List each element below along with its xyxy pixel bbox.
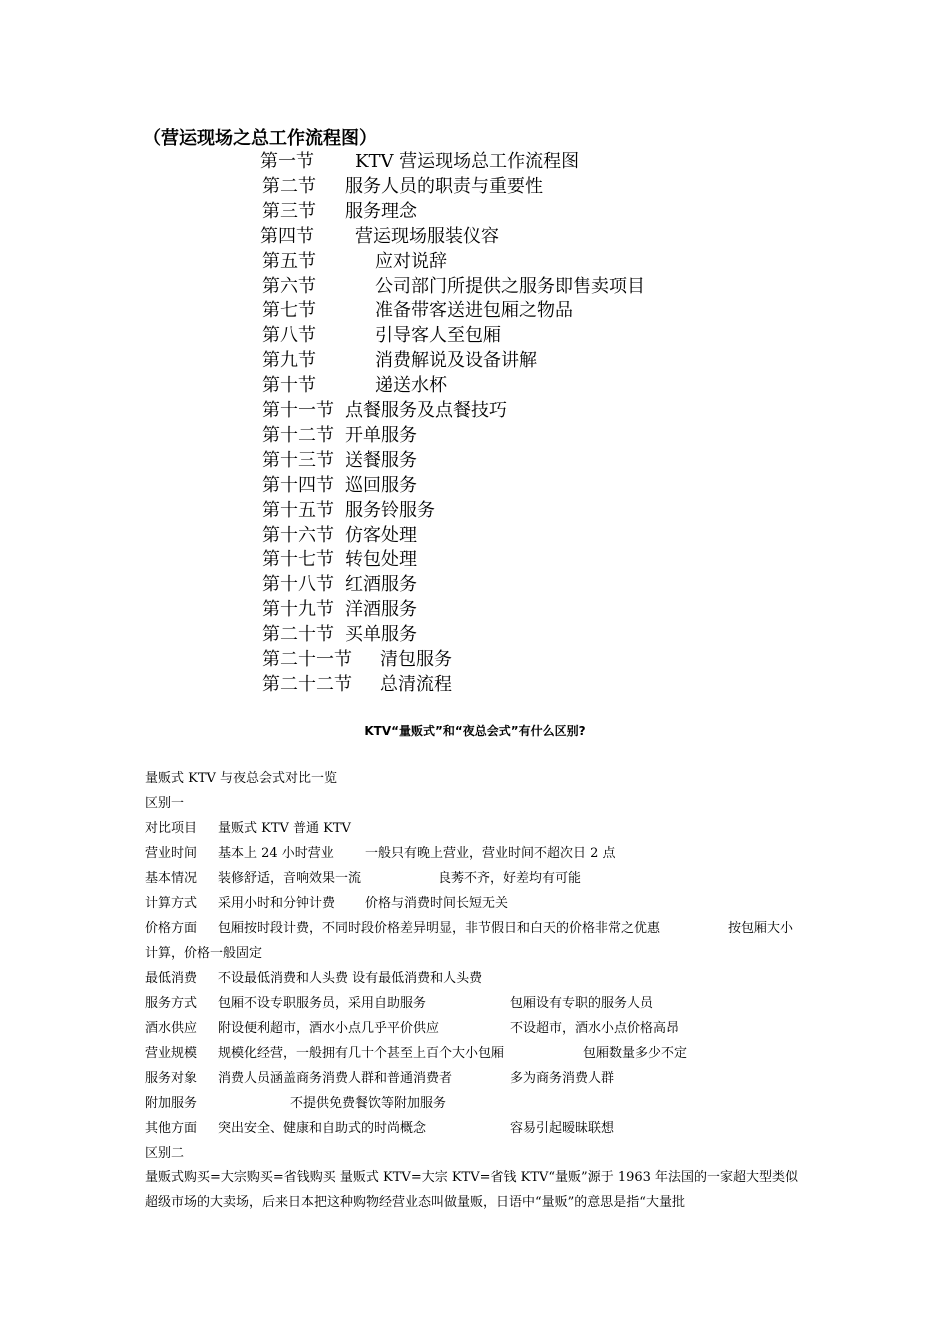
comparison-value-b: 良莠不齐，好差均有可能 [438,871,582,886]
comparison-item: 其他方面 [145,1121,198,1136]
toc-item-number: 第十三节 [262,449,334,471]
toc-item-title: 营运现场服装仪容 [355,225,499,247]
comparison-item: 附加服务 [145,1096,198,1111]
toc-item-title: 转包处理 [345,549,417,571]
comparison-item: 基本情况 [145,871,198,886]
toc-item-number: 第三节 [262,200,316,222]
comparison-item: 对比项目 [145,821,198,836]
comparison-item: 最低消费 [145,971,198,986]
toc-item-title: 点餐服务及点餐技巧 [345,400,507,421]
comparison-item: 营业时间 [145,846,198,861]
toc-item-title: 准备带客送进包厢之物品 [375,300,573,322]
toc-item-number: 第十二节 [262,424,334,446]
toc-item-number: 第十九节 [262,599,334,621]
comparison-value-a: 包厢按时段计费，不同时段价格差异明显，非节假日和白天的价格非常之优惠 [218,921,661,936]
toc-item-title: 巡回服务 [345,474,417,496]
section1-label: 区别一 [145,796,185,811]
toc-item-title: 洋酒服务 [345,599,417,621]
comparison-value-a: 附设便利超市，酒水小点几乎平价供应 [218,1021,440,1036]
comparison-value-a: 不提供免费餐饮等附加服务 [290,1096,447,1111]
comparison-item: 计算方式 [145,896,198,911]
toc-item-number: 第二十节 [262,624,334,646]
toc-item-number: 第十七节 [262,549,334,571]
intro-line: 量贩式 KTV 与夜总会式对比一览 [145,771,338,786]
toc-item-title: 公司部门所提供之服务即售卖项目 [375,275,645,297]
toc-item-title: 红酒服务 [345,574,417,596]
toc-item-title: 服务理念 [345,200,417,222]
comparison-value-a: 消费人员涵盖商务消费人群和普通消费者 [218,1071,453,1086]
toc-item-title: 服务铃服务 [345,499,435,521]
comparison-value-a: 量贩式 KTV 普通 KTV [218,821,351,836]
section2-label: 区别二 [145,1146,185,1161]
toc-item-title: 应对说辞 [375,250,447,272]
comparison-value-b: 包厢数量多少不定 [583,1046,688,1061]
comparison-item: 价格方面 [145,921,198,936]
toc-item-number: 第十一节 [262,400,334,421]
toc-item-number: 第九节 [262,350,316,372]
toc-item-number: 第十四节 [262,474,334,496]
toc-item-title: 引导客人至包厢 [375,325,501,347]
toc-item-number: 第十五节 [262,499,334,521]
comparison-value-a: 突出安全、健康和自助式的时尚概念 [218,1121,427,1136]
comparison-value-a: 包厢不设专职服务员，采用自助服务 [218,996,427,1011]
toc-item-title: 仿客处理 [345,524,417,546]
article-heading: KTV“量贩式”和“夜总会式”有什么区别? [364,724,586,738]
comparison-value-b: 不设超市，酒水小点价格高昂 [510,1021,680,1036]
toc-item-number: 第七节 [262,300,316,322]
toc-item-number: 第二十一节 [262,649,352,670]
toc-item-title: KTV 营运现场总工作流程图 [355,151,580,172]
comparison-item: 服务对象 [145,1071,198,1086]
toc-item-title: 消费解说及设备讲解 [375,350,537,372]
comparison-value-a: 采用小时和分钟计费 [218,896,336,911]
comparison-value-a: 装修舒适，音响效果一流 [218,871,362,886]
comparison-value-b: 价格与消费时间长短无关 [365,896,509,911]
toc-item-number: 第五节 [262,250,316,272]
toc-item-number: 第二十二节 [262,673,352,695]
comparison-value-a: 不设最低消费和人头费 设有最低消费和人头费 [218,971,483,986]
toc-item-number: 第一节 [260,151,314,172]
toc-item-number: 第十八节 [262,574,334,596]
toc-item-title: 买单服务 [345,624,417,646]
document-title: （营运现场之总工作流程图） [143,128,377,149]
comparison-value-a: 基本上 24 小时营业 [218,846,334,861]
toc-item-title: 总清流程 [380,673,452,695]
toc-item-title: 送餐服务 [345,449,417,471]
comparison-item: 酒水供应 [145,1021,198,1036]
toc-item-number: 第二节 [262,175,316,197]
toc-item-number: 第十六节 [262,524,334,546]
closing-paragraph: 量贩式购买=大宗购买=省钱购买 量贩式 KTV=大宗 KTV=省钱 KTV“量贩”源于 1963 年法国的一家超大型类似超级市场的大卖场，后来日本把这种购物经营业态叫做量贩，日语中“量贩”的意思是指“大量批 [145,1170,799,1210]
comparison-item: 服务方式 [145,996,198,1011]
comparison-value-b: 按包厢大小 [728,921,794,936]
comparison-value-a: 规模化经营，一般拥有几十个甚至上百个大小包厢 [218,1046,505,1061]
toc-item-title: 服务人员的职责与重要性 [345,175,543,197]
toc-item-title: 清包服务 [380,649,452,670]
toc-item-title: 开单服务 [345,424,417,446]
comparison-item: 营业规模 [145,1046,198,1061]
toc-item-number: 第六节 [262,275,316,297]
toc-item-title: 递送水杯 [375,375,447,397]
comparison-value-b: 多为商务消费人群 [510,1071,615,1086]
comparison-value-b: 容易引起暧昧联想 [510,1121,615,1136]
comparison-value-b: 一般只有晚上营业，营业时间不超次日 2 点 [365,846,616,861]
toc-item-number: 第四节 [260,225,314,247]
comparison-value-a: 计算，价格一般固定 [145,946,263,961]
comparison-value-b: 包厢设有专职的服务人员 [510,996,654,1011]
toc-item-number: 第八节 [262,325,316,347]
toc-item-number: 第十节 [262,375,316,397]
